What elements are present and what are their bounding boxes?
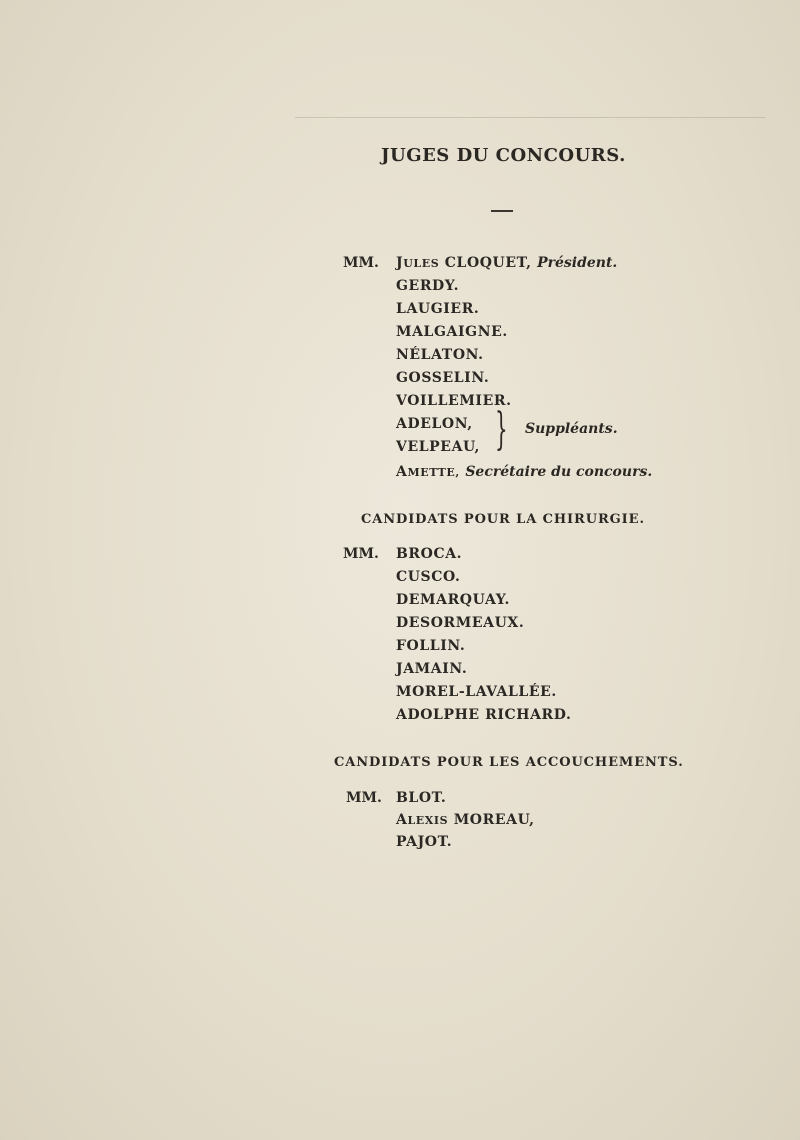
- surgery-candidate: JAMAIN.: [396, 661, 468, 677]
- judge-member: MALGAIGNE.: [396, 324, 508, 340]
- president-first-rest: ULES: [403, 257, 440, 270]
- alternates-role: Suppléants.: [525, 421, 618, 437]
- obstetrics-candidate: PAJOT.: [396, 834, 453, 850]
- surgery-heading: CANDIDATS POUR LA CHIRURGIE.: [361, 512, 645, 527]
- show-through-rule: [295, 117, 765, 118]
- secretary-rest: METTE,: [407, 466, 460, 479]
- secretary-role: Secrétaire du concours.: [465, 464, 653, 480]
- surgery-candidate: DEMARQUAY.: [396, 592, 511, 608]
- obstetrics-heading: CANDIDATS POUR LES ACCOUCHEMENTS.: [334, 755, 684, 770]
- obstetrics-prefix: MM.: [346, 790, 382, 806]
- surgery-candidate: BROCA.: [396, 546, 463, 562]
- surgery-candidate: CUSCO.: [396, 569, 461, 585]
- surgery-candidate: FOLLIN.: [396, 638, 466, 654]
- candidate-first-rest: LEXIS: [407, 814, 449, 827]
- surgery-candidate: MOREL-LAVALLÉE.: [396, 684, 557, 700]
- president-line: [396, 255, 617, 271]
- page-title: JUGES DU CONCOURS.: [381, 145, 626, 166]
- judge-member: GOSSELIN.: [396, 370, 490, 386]
- candidate-last: MOREAU,: [453, 812, 535, 828]
- secretary-initial: A: [396, 464, 408, 480]
- president-last: CLOQUET,: [444, 255, 532, 271]
- president-first-initial: J: [396, 255, 404, 271]
- judge-member: NÉLATON.: [396, 347, 484, 363]
- judges-prefix: MM.: [343, 255, 379, 271]
- judge-alternate: ADELON,: [396, 416, 473, 432]
- alternates-brace-icon: }: [495, 404, 508, 455]
- surgery-prefix: MM.: [343, 546, 379, 562]
- secretary-line: [396, 464, 652, 480]
- judge-member: GERDY.: [396, 278, 460, 294]
- surgery-candidate: DESORMEAUX.: [396, 615, 525, 631]
- surgery-candidate: ADOLPHE RICHARD.: [396, 707, 572, 723]
- obstetrics-candidate: BLOT.: [396, 790, 447, 806]
- candidate-first-initial: A: [396, 812, 408, 828]
- judge-member: VOILLEMIER.: [396, 393, 512, 409]
- judge-member: LAUGIER.: [396, 301, 480, 317]
- president-role: Président.: [537, 255, 618, 271]
- obstetrics-candidate: [396, 812, 535, 828]
- judge-alternate: VELPEAU,: [396, 439, 481, 455]
- title-separator: [491, 210, 513, 212]
